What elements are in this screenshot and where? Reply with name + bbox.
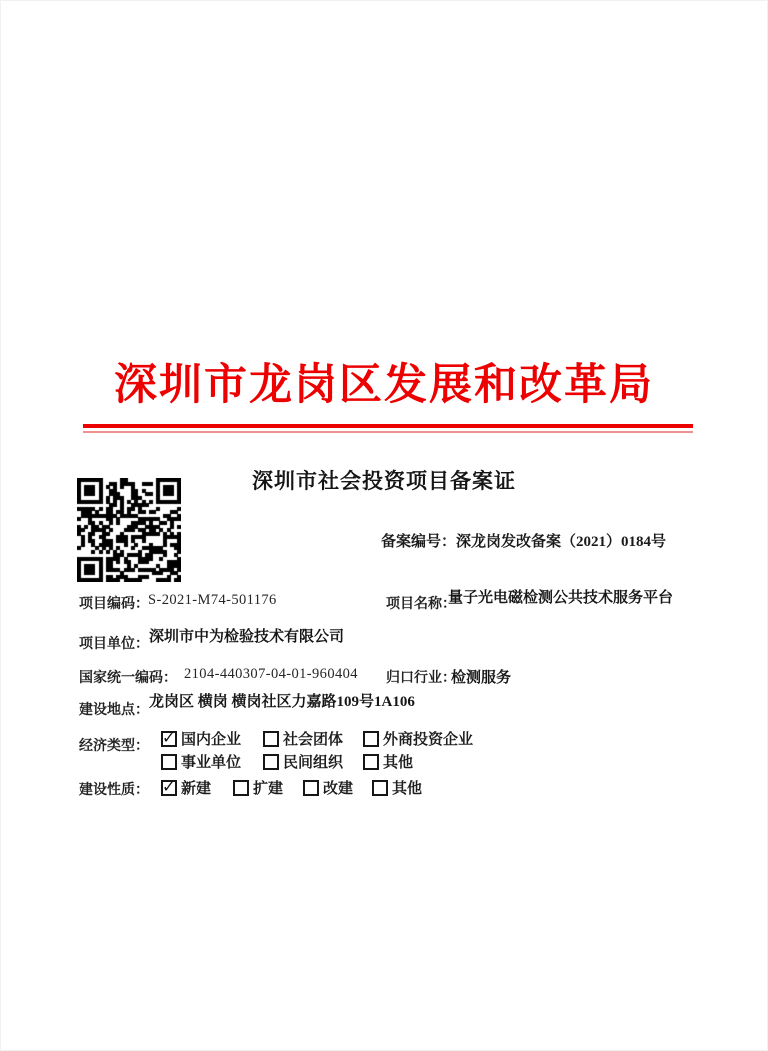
checkbox-icon [372, 780, 388, 796]
field-label-project-name: 项目名称： [386, 597, 456, 612]
header-divider-thick-line [83, 424, 693, 428]
economic-type-option [161, 728, 241, 749]
field-label-industry: 归口行业： [386, 671, 456, 686]
field-label-project-code: 项目编码： [79, 597, 149, 612]
checkbox-label: 社会团体 [283, 732, 344, 748]
field-label-economic-type: 经济类型： [79, 739, 149, 754]
checkbox-icon [263, 731, 279, 747]
checkbox-label: 事业单位 [181, 755, 242, 771]
field-value-project-code: S-2021-M74-501176 [148, 592, 277, 608]
header-divider-thin-line [83, 431, 693, 433]
record-number [381, 530, 666, 551]
field-value-national-code: 2104-440307-04-01-960404 [184, 666, 358, 682]
checkbox-label: 国内企业 [181, 732, 242, 748]
field-value-project-unit: 深圳市中为检验技术有限公司 [149, 629, 345, 645]
checkbox-icon [263, 754, 279, 770]
record-number-label: 备案编号： [381, 534, 457, 550]
qr-code [77, 478, 181, 582]
field-label-project-unit: 项目单位： [79, 637, 149, 652]
construction-nature-option [161, 777, 211, 798]
checkbox-label: 新建 [181, 781, 212, 797]
checkbox-label: 其他 [392, 781, 423, 797]
checkbox-icon [363, 731, 379, 747]
checkbox-icon [303, 780, 319, 796]
economic-type-option [263, 728, 343, 749]
checkbox-icon [363, 754, 379, 770]
checkbox-label: 改建 [323, 781, 354, 797]
checkbox-icon [233, 780, 249, 796]
checkbox-icon [161, 780, 177, 796]
checkbox-label: 其他 [383, 755, 414, 771]
header-divider [83, 424, 693, 433]
field-value-project-name: 量子光电磁检测公共技术服务平台 [448, 590, 674, 606]
certificate-title: 深圳市社会投资项目备案证 [252, 469, 516, 493]
economic-type-option [161, 751, 241, 772]
checkbox-icon [161, 754, 177, 770]
checkbox-icon [161, 731, 177, 747]
economic-type-option [263, 751, 343, 772]
checkbox-label: 外商投资企业 [383, 732, 474, 748]
economic-type-option [363, 728, 473, 749]
field-label-construction-nature: 建设性质： [79, 783, 149, 798]
field-value-industry: 检测服务 [451, 670, 512, 686]
construction-nature-option [303, 777, 353, 798]
checkbox-label: 民间组织 [283, 755, 344, 771]
field-value-location: 龙岗区 横岗 横岗社区力嘉路109号1A106 [149, 694, 415, 710]
field-label-location: 建设地点： [79, 703, 149, 718]
construction-nature-option [372, 777, 422, 798]
construction-nature-option [233, 777, 283, 798]
checkbox-label: 扩建 [253, 781, 284, 797]
record-number-value: 深龙岗发改备案（2021）0184号 [456, 534, 667, 550]
bureau-title: 深圳市龙岗区发展和改革局 [114, 362, 654, 409]
economic-type-option [363, 751, 413, 772]
field-label-national-code: 国家统一编码： [79, 671, 177, 686]
